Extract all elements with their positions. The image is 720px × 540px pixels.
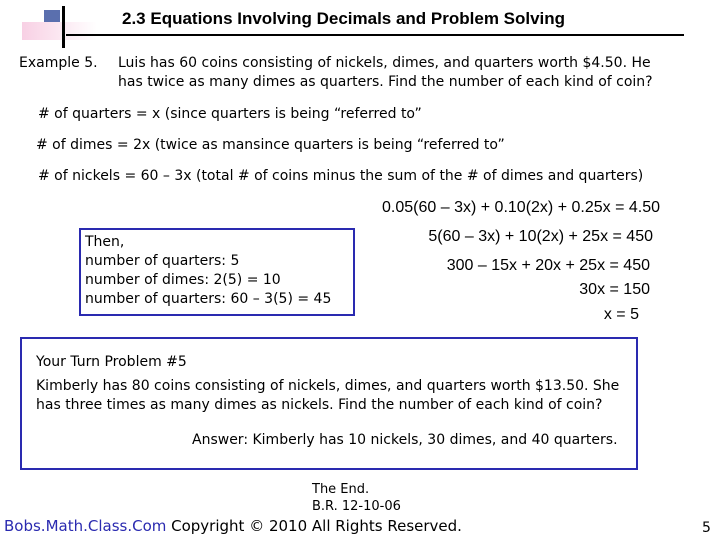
definition-quarters: # of quarters = x (since quarters is being “referred to” (38, 106, 422, 122)
equation-line: 30x = 150 (579, 281, 650, 298)
results-line: number of quarters: 60 – 3(5) = 45 (85, 291, 332, 307)
definition-dimes: # of dimes = 2x (twice as mansince quarters is being “referred to” (36, 137, 505, 153)
slide-logo-icon (22, 6, 97, 48)
your-turn-heading: Your Turn Problem #5 (36, 354, 187, 370)
equation-line: 300 – 15x + 20x + 25x = 450 (446, 257, 650, 274)
your-turn-answer: Answer: Kimberly has 10 nickels, 30 dimes, and 40 quarters. (192, 432, 618, 448)
example-problem-line: Luis has 60 coins consisting of nickels, dimes, and quarters worth $4.50. He (118, 55, 651, 71)
results-lines (85, 233, 331, 309)
equation-line: 0.05(60 – 3x) + 0.10(2x) + 0.25x = 4.50 (382, 199, 660, 216)
footer-brand (4, 517, 462, 535)
results-line: number of dimes: 2(5) = 10 (85, 272, 281, 288)
your-turn-line: has three times as many dimes as nickels. Find the number of each kind of coin? (36, 397, 603, 413)
definition-nickels: # of nickels = 60 – 3x (total # of coins minus the sum of the # of dimes and quarters) (38, 168, 644, 184)
footer-end-block (312, 481, 401, 515)
brand-link[interactable]: Bobs.Math.Class.Com (4, 517, 167, 535)
your-turn-line: Kimberly has 80 coins consisting of nickels, dimes, and quarters worth $13.50. She (36, 378, 620, 394)
results-line: Then, (85, 234, 125, 250)
footer-end-text: The End. (312, 482, 370, 497)
equation-line: x = 5 (603, 306, 639, 323)
footer-author-date: B.R. 12-10-06 (312, 499, 401, 514)
page-title: 2.3 Equations Involving Decimals and Problem Solving (122, 9, 566, 28)
example-problem-line: has twice as many dimes as quarters. Find the number of each kind of coin? (118, 74, 653, 90)
equation-line: 5(60 – 3x) + 10(2x) + 25x = 450 (428, 228, 653, 245)
copyright-text: Copyright © 2010 All Rights Reserved. (166, 517, 462, 535)
title-underline (66, 34, 684, 36)
results-line: number of quarters: 5 (85, 253, 240, 269)
page-number: 5 (702, 520, 711, 536)
example-label: Example 5. (19, 55, 98, 71)
example-problem (118, 54, 678, 92)
